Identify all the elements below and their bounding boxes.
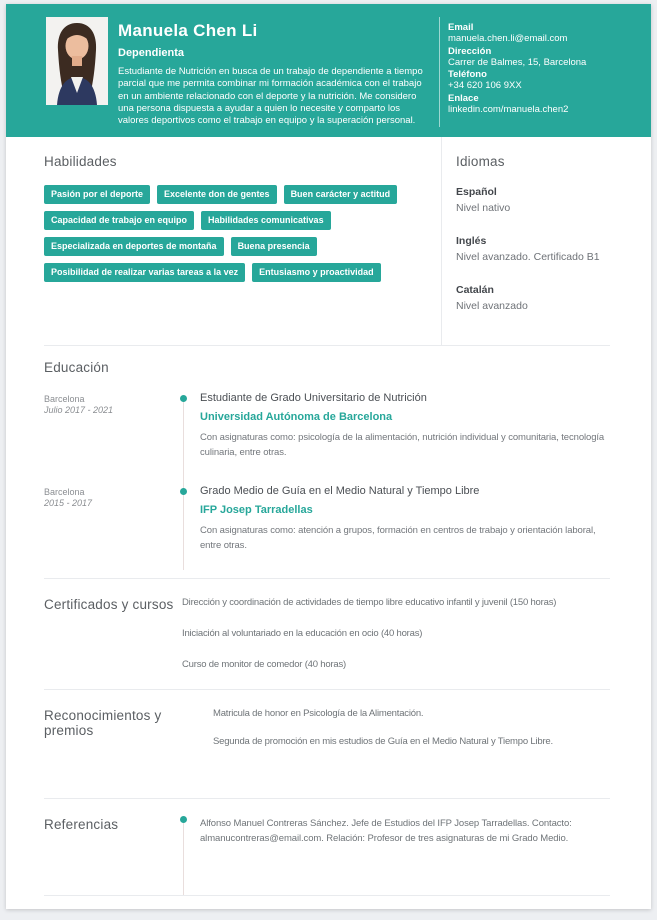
contact-email-label: Email (448, 22, 474, 33)
education-title: Educación (44, 360, 109, 376)
contact-email-value[interactable]: manuela.chen.li@email.com (448, 33, 568, 45)
skill-tag: Buena presencia (231, 237, 317, 256)
education-entry-content (200, 392, 610, 460)
contact-info (439, 17, 643, 127)
skill-tag: Entusiasmo y proactividad (252, 263, 381, 282)
certificate-item: Dirección y coordinación de actividades de tiempo libre educativo infantil y juvenil (150 horas) (182, 597, 557, 609)
contact-phone-label: Teléfono (448, 69, 487, 81)
language-level: Nivel avanzado (456, 300, 528, 313)
skill-tags (44, 185, 423, 282)
education-school: Universidad Autónoma de Barcelona (200, 411, 393, 424)
section-education (44, 346, 610, 579)
certificates-title: Certificados y cursos (44, 597, 174, 613)
skill-tag: Habilidades comunicativas (201, 211, 331, 230)
education-degree: Estudiante de Grado Universitario de Nutrición (200, 392, 427, 405)
awards-title: Reconocimientos y premios (44, 708, 162, 739)
contact-link-label: Enlace (448, 92, 479, 104)
certificates-list (182, 596, 610, 689)
education-dates: Julio 2017 - 2021 (44, 404, 114, 415)
education-location: Barcelona (44, 487, 85, 498)
language-level: Nivel avanzado. Certificado B1 (456, 251, 600, 264)
reference-text: Alfonso Manuel Contreras Sánchez. Jefe de Estudios del IFP Josep Tarradellas. Contacto: almanucontreras@email.com. Relación: Profesor de tres asignaturas de mi Grado Medio. (200, 818, 572, 845)
education-entry-meta (44, 392, 183, 460)
header-main (108, 17, 439, 127)
portrait-illustration (46, 17, 108, 105)
resume-header (6, 4, 651, 137)
language-list (456, 186, 610, 312)
skills-column (44, 137, 441, 345)
award-item: Matricula de honor en Psicología de la Alimentación. (213, 708, 424, 720)
languages-column (441, 137, 610, 345)
certificate-item: Iniciación al voluntariado en la educación en ocio (40 horas) (182, 628, 423, 640)
contact-link-value[interactable]: linkedin.com/manuela.chen2 (448, 104, 569, 116)
education-entry (44, 485, 610, 578)
language-name: Español (456, 186, 497, 199)
profile-photo (46, 17, 108, 105)
section-references (44, 799, 610, 896)
resume-body (6, 137, 651, 896)
resume-page (6, 4, 651, 909)
skill-tag: Capacidad de trabajo en equipo (44, 211, 194, 230)
education-description: Con asignaturas como: psicología de la alimentación, nutrición individual y comunitaria, tecnología culinaria, entre otras. (200, 432, 605, 458)
contact-address-value: Carrer de Balmes, 15, Barcelona (448, 56, 587, 68)
skill-tag: Especializada en deportes de montaña (44, 237, 224, 256)
awards-list (213, 707, 610, 798)
education-location: Barcelona (44, 394, 85, 405)
profile-summary: Estudiante de Nutrición en busca de un trabajo de dependiente a tiempo parcial que me permita combinar mi formación académica con el trabajo en un ambiente relacionado con el deporte y la nutrición. Me considero una persona dispuesta a ayudar a quien lo necesite y comparto los valores deportivos como el trabajo en equipo y la superación personal. (118, 66, 423, 127)
skill-tag: Posibilidad de realizar varias tareas a la vez (44, 263, 245, 282)
references-title: Referencias (44, 817, 119, 833)
skill-tag: Excelente don de gentes (157, 185, 277, 204)
languages-title: Idiomas (456, 154, 505, 170)
contact-address-label: Dirección (448, 45, 492, 57)
award-item: Segunda de promoción en mis estudios de Guía en el Medio Natural y Tiempo Libre. (213, 736, 553, 748)
certificate-item: Curso de monitor de comedor (40 horas) (182, 659, 347, 671)
skills-title: Habilidades (44, 154, 117, 170)
education-entry-meta (44, 485, 183, 553)
section-skills-languages (44, 137, 610, 346)
section-awards (44, 690, 610, 799)
candidate-role: Dependienta (118, 47, 185, 59)
education-degree: Grado Medio de Guía en el Medio Natural y Tiempo Libre (200, 485, 480, 498)
education-description: Con asignaturas como: atención a grupos, formación en centros de trabajo y orientación laboral, entre otras. (200, 525, 596, 551)
section-certificates (44, 579, 610, 690)
education-entry (44, 392, 610, 485)
reference-entry (200, 816, 610, 895)
contact-phone-value: +34 620 106 9XX (448, 80, 522, 92)
candidate-name: Manuela Chen Li (118, 21, 258, 40)
language-level: Nivel nativo (456, 202, 511, 215)
education-school: IFP Josep Tarradellas (200, 504, 313, 517)
language-name: Inglés (456, 235, 487, 248)
education-entry-content (200, 485, 610, 553)
language-name: Catalán (456, 284, 494, 297)
education-dates: 2015 - 2017 (44, 497, 93, 508)
skill-tag: Pasión por el deporte (44, 185, 150, 204)
education-timeline (44, 392, 610, 578)
skill-tag: Buen carácter y actitud (284, 185, 398, 204)
